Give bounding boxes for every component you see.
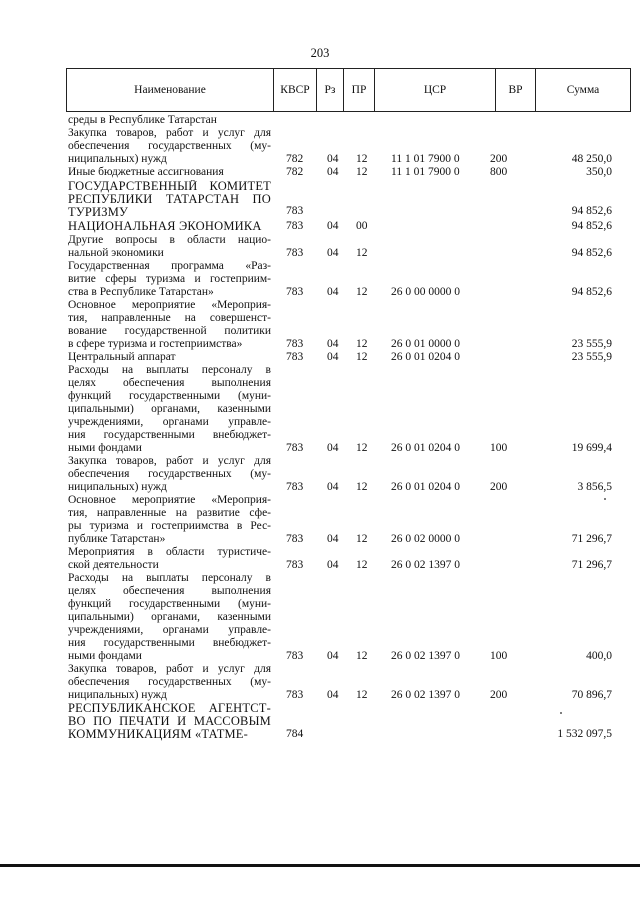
- cell-sum: 350,0: [586, 166, 612, 179]
- scan-edge: [0, 864, 640, 867]
- cell-rz: 04: [327, 219, 339, 232]
- cell-rz: 04: [327, 337, 339, 350]
- row-name-line: ципальными) органами, казенными: [68, 611, 271, 624]
- row-name: [68, 572, 271, 662]
- cell-sum: 400,0: [586, 649, 612, 662]
- row-name-line: Основное мероприятие «Мероприя-: [68, 494, 271, 507]
- row-name-line: ТУРИЗМУ: [68, 205, 129, 219]
- row-name-line: ниципальных) нужд: [68, 688, 167, 701]
- cell-rz: 04: [327, 441, 339, 454]
- cell-kvsr: 783: [286, 441, 304, 454]
- row-name-line: ВО ПО ПЕЧАТИ И МАССОВЫМ: [68, 715, 271, 728]
- row-name-line: витие сферы туризма и гостеприим-: [68, 272, 271, 285]
- row-name-line: Государственная программа «Раз-: [68, 259, 271, 272]
- scan-speck: [604, 498, 606, 500]
- row-name: [68, 299, 271, 351]
- row-name: [68, 166, 271, 179]
- row-name-line: обеспечения государственных (му-: [68, 467, 271, 480]
- row-name-line: целях обеспечения выполнения: [68, 585, 271, 598]
- cell-kvsr: 783: [286, 205, 304, 218]
- cell-csr: 26 0 00 0000 0: [391, 285, 460, 298]
- row-name-line: функций государственными (муни-: [68, 390, 271, 403]
- cell-pr: 12: [356, 246, 368, 259]
- row-name-line: Иные бюджетные ассигнования: [68, 166, 224, 179]
- cell-rz: 04: [327, 153, 339, 166]
- cell-kvsr: 782: [286, 166, 304, 179]
- row-name-line: ниципальных) нужд: [68, 153, 167, 166]
- row-name: [68, 127, 271, 166]
- cell-kvsr: 783: [286, 219, 304, 232]
- row-name-line: ципальными) органами, казенными: [68, 403, 271, 416]
- row-name-line: Расходы на выплаты персоналу в: [68, 364, 271, 377]
- row-name-line: ния государственными внебюджет-: [68, 428, 271, 441]
- row-name-line: среды в Республике Татарстан: [68, 114, 217, 126]
- row-name-line: ГОСУДАРСТВЕННЫЙ КОМИТЕТ: [68, 179, 271, 193]
- cell-sum: 70 896,7: [571, 688, 612, 701]
- row-name-line: РЕСПУБЛИКИ ТАТАРСТАН ПО: [68, 192, 271, 206]
- cell-csr: 11 1 01 7900 0: [391, 153, 460, 166]
- cell-pr: 12: [356, 285, 368, 298]
- cell-rz: 04: [327, 351, 339, 363]
- row-name: [68, 494, 271, 546]
- row-name: [68, 260, 271, 299]
- row-name-line: ства в Республике Татарстан»: [68, 285, 214, 298]
- row-name: [68, 663, 271, 702]
- header-sum: Сумма: [566, 84, 600, 96]
- cell-pr: 12: [356, 337, 368, 350]
- row-name-line: ными фондами: [68, 649, 142, 662]
- cell-vr: 100: [490, 649, 508, 662]
- cell-pr: 12: [356, 441, 368, 454]
- cell-sum: 23 555,9: [571, 337, 612, 350]
- row-name-line: публике Татарстан»: [68, 532, 166, 545]
- cell-pr: 00: [356, 219, 368, 232]
- cell-kvsr: 783: [286, 480, 304, 493]
- cell-rz: 04: [327, 246, 339, 259]
- scan-speck: [560, 712, 562, 714]
- cell-pr: 12: [356, 153, 368, 166]
- cell-csr: 26 0 02 1397 0: [391, 558, 460, 571]
- row-name-line: ниципальных) нужд: [68, 480, 167, 493]
- row-name-line: РЕСПУБЛИКАНСКОЕ АГЕНТСТ-: [68, 702, 271, 715]
- cell-vr: 200: [490, 688, 508, 701]
- cell-sum: 1 532 097,5: [557, 727, 612, 740]
- row-name-line: учреждениями, органами управле-: [68, 415, 271, 428]
- cell-sum: 23 555,9: [571, 351, 612, 363]
- row-name-line: Мероприятия в области туристиче-: [68, 546, 271, 559]
- row-name-line: функций государственными (муни-: [68, 598, 271, 611]
- cell-csr: 26 0 01 0204 0: [391, 480, 460, 493]
- cell-csr: 26 0 02 0000 0: [391, 532, 460, 545]
- row-name: [68, 180, 271, 219]
- cell-kvsr: 782: [286, 153, 304, 166]
- cell-vr: 100: [490, 441, 508, 454]
- row-name-line: Основное мероприятие «Мероприя-: [68, 299, 271, 311]
- row-name: [68, 455, 271, 494]
- row-name: [68, 220, 271, 233]
- row-name-line: КОММУНИКАЦИЯМ «ТАТМЕ-: [68, 727, 248, 741]
- cell-sum: 94 852,6: [571, 285, 612, 298]
- cell-kvsr: 783: [286, 285, 304, 298]
- header-rz: Рз: [317, 69, 344, 111]
- cell-sum: 19 699,4: [571, 441, 612, 454]
- row-name-line: целях обеспечения выполнения: [68, 377, 271, 390]
- row-name-line: Закупка товаров, работ и услуг для: [68, 663, 271, 675]
- row-name-line: обеспечения государственных (му-: [68, 675, 271, 688]
- cell-csr: 26 0 01 0204 0: [391, 441, 460, 454]
- header-kvsr: КВСР: [274, 69, 317, 111]
- cell-rz: 04: [327, 649, 339, 662]
- row-name-line: учреждениями, органами управле-: [68, 623, 271, 636]
- row-name-line: Закупка товаров, работ и услуг для: [68, 455, 271, 467]
- row-name: [68, 546, 271, 572]
- row-name-line: Другие вопросы в области нацио-: [68, 233, 271, 246]
- header-name: Наименование: [67, 69, 274, 111]
- header-pr: ПР: [344, 69, 375, 111]
- cell-pr: 12: [356, 558, 368, 571]
- cell-csr: 26 0 01 0000 0: [391, 337, 460, 350]
- cell-pr: 12: [356, 649, 368, 662]
- cell-rz: 04: [327, 285, 339, 298]
- cell-sum: 94 852,6: [571, 246, 612, 259]
- row-name-line: ской деятельности: [68, 559, 159, 571]
- cell-sum: 48 250,0: [571, 153, 612, 166]
- header-vr: ВР: [496, 69, 536, 111]
- row-name-line: Закупка товаров, работ и услуг для: [68, 127, 271, 140]
- row-name-line: тия, направленные на развитие сфе-: [68, 507, 271, 519]
- table-header: [66, 68, 631, 112]
- cell-pr: 12: [356, 480, 368, 493]
- cell-csr: 26 0 02 1397 0: [391, 649, 460, 662]
- row-name-line: обеспечения государственных (му-: [68, 140, 271, 153]
- row-name-line: НАЦИОНАЛЬНАЯ ЭКОНОМИКА: [68, 219, 262, 233]
- cell-rz: 04: [327, 558, 339, 571]
- row-name-line: Центральный аппарат: [68, 351, 176, 363]
- header-csr: ЦСР: [375, 69, 496, 111]
- row-name: [68, 234, 271, 260]
- cell-vr: 800: [490, 166, 508, 179]
- cell-kvsr: 783: [286, 688, 304, 701]
- cell-sum: 94 852,6: [571, 205, 612, 218]
- row-name-line: ния государственными внебюджет-: [68, 636, 271, 649]
- row-name-line: тия, направленные на совершенст-: [68, 311, 271, 324]
- cell-csr: 26 0 01 0204 0: [391, 351, 460, 363]
- cell-kvsr: 784: [286, 727, 304, 740]
- row-name: [68, 702, 271, 741]
- cell-csr: 26 0 02 1397 0: [391, 688, 460, 701]
- cell-sum: 71 296,7: [571, 558, 612, 571]
- cell-kvsr: 783: [286, 246, 304, 259]
- cell-sum: 71 296,7: [571, 532, 612, 545]
- cell-kvsr: 783: [286, 649, 304, 662]
- cell-csr: 11 1 01 7900 0: [391, 166, 460, 179]
- row-name: [68, 351, 271, 364]
- row-name: [68, 364, 271, 454]
- cell-kvsr: 783: [286, 337, 304, 350]
- cell-sum: 94 852,6: [571, 219, 612, 232]
- cell-kvsr: 783: [286, 532, 304, 545]
- cell-rz: 04: [327, 166, 339, 179]
- cell-pr: 12: [356, 532, 368, 545]
- cell-rz: 04: [327, 688, 339, 701]
- cell-vr: 200: [490, 153, 508, 166]
- row-name-line: ры туризма и гостеприимства в Рес-: [68, 519, 271, 532]
- page-number: 203: [310, 46, 330, 60]
- cell-rz: 04: [327, 480, 339, 493]
- row-name-line: в сфере туризма и гостеприимства»: [68, 337, 243, 350]
- row-name-line: ными фондами: [68, 441, 142, 454]
- row-name: [68, 114, 271, 127]
- cell-rz: 04: [327, 532, 339, 545]
- cell-pr: 12: [356, 351, 368, 363]
- cell-kvsr: 783: [286, 558, 304, 571]
- row-name-line: вование государственной политики: [68, 324, 271, 337]
- cell-pr: 12: [356, 166, 368, 179]
- cell-pr: 12: [356, 688, 368, 701]
- row-name-line: нальной экономики: [68, 246, 164, 259]
- cell-sum: 3 856,5: [577, 480, 612, 493]
- row-name-line: Расходы на выплаты персоналу в: [68, 572, 271, 585]
- cell-vr: 200: [490, 480, 508, 493]
- cell-kvsr: 783: [286, 351, 304, 363]
